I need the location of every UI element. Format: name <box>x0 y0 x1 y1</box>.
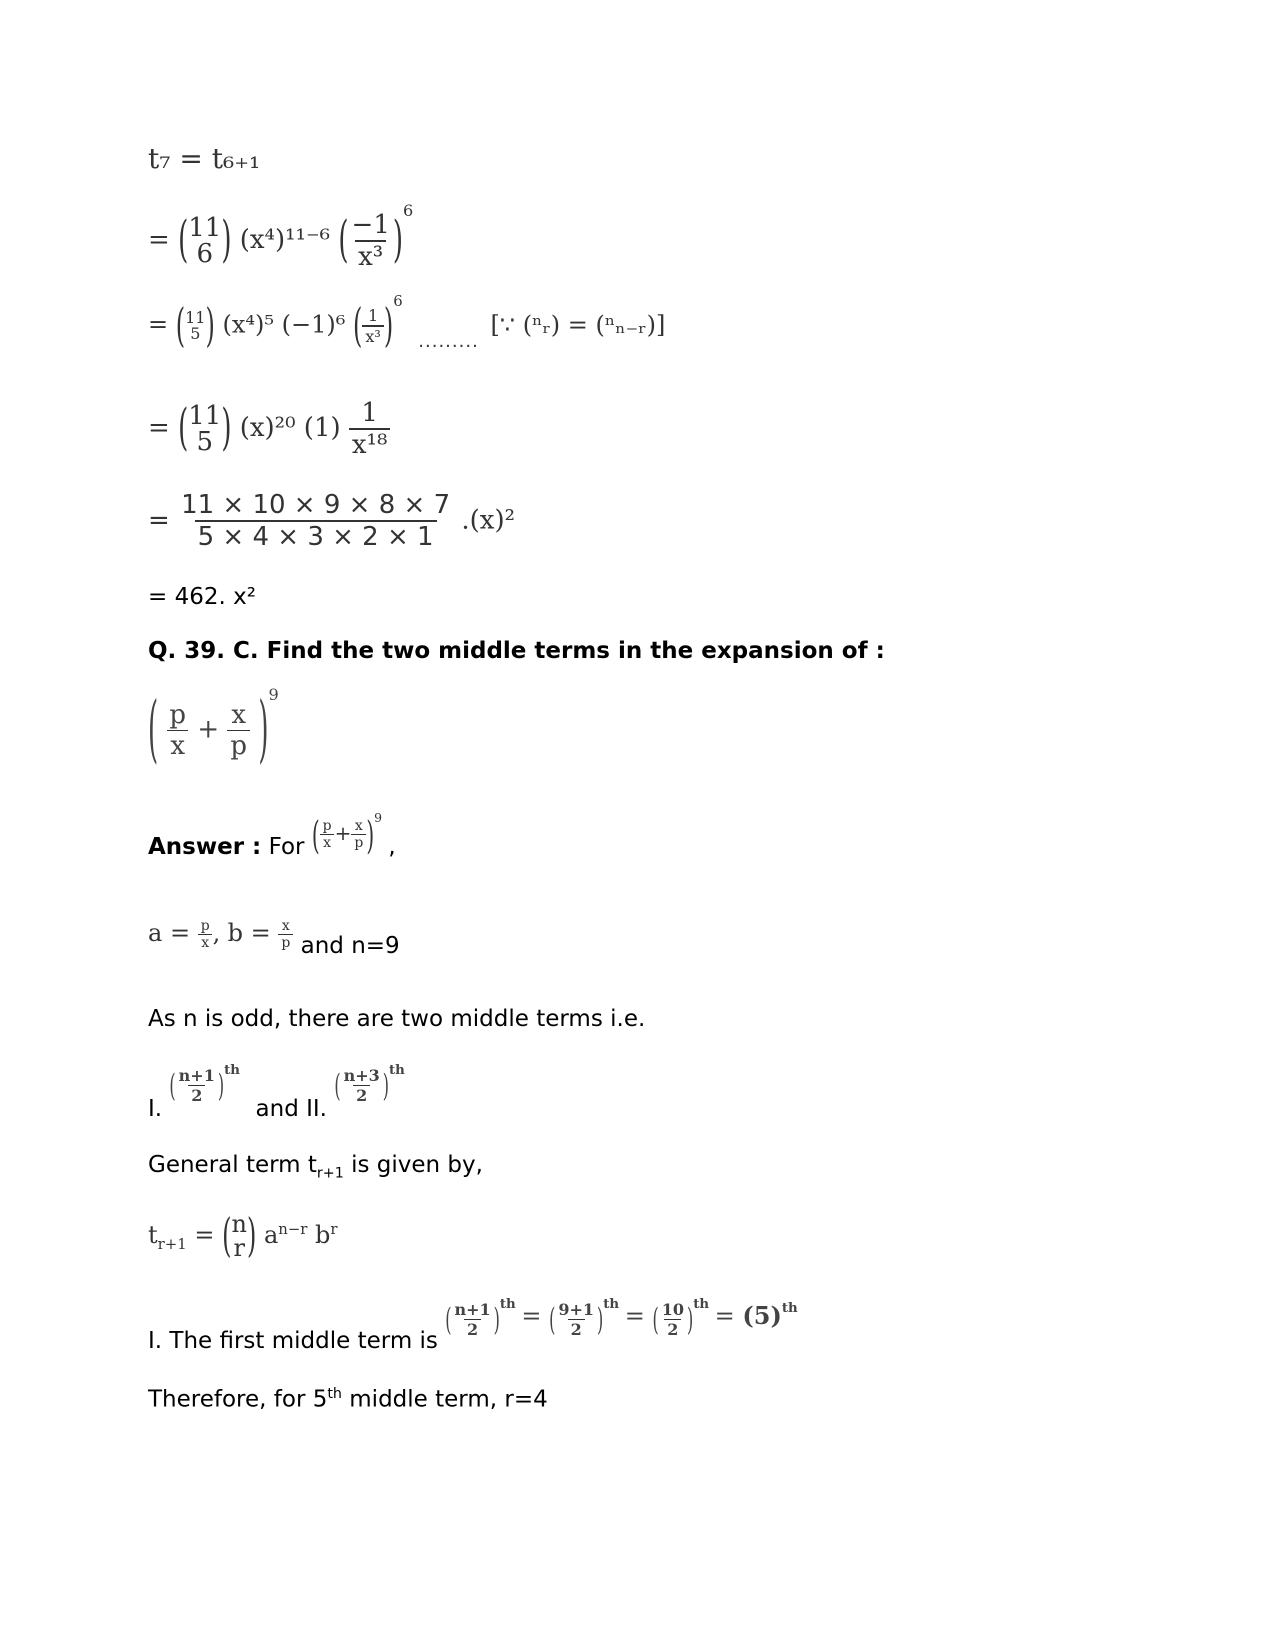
answer-expression: ( $\frac{p}{x}$ + $\frac{x}{p}$ )$^9$ <box>311 810 383 858</box>
therefore-a: Therefore, for 5 <box>148 1386 328 1413</box>
ordinal-suffix: th <box>499 1295 516 1312</box>
eq-t7-text: t₇ = t₆₊₁ <box>148 142 261 175</box>
ab-line <box>148 918 400 959</box>
frac-den: p <box>227 730 250 761</box>
frac-den: 2 <box>188 1085 205 1105</box>
frac-num: n+1 <box>454 1300 491 1319</box>
odd-text: As n is odd, there are two middle terms i.e. <box>148 1006 646 1032</box>
binom-bottom: 6 <box>196 239 214 269</box>
exponent: 6 <box>393 291 403 310</box>
frac-num: 1 <box>368 306 379 325</box>
binom-bottom: 5 <box>190 324 201 343</box>
eq-line-5: = $\frac{11 \times 10 \times 9 \times 8 \times 7}{5 \times 4 \times 3 \times 2 \times 1}$ .(x)² <box>148 490 516 552</box>
binom-top: 11 <box>185 308 206 327</box>
frac-num: p <box>322 818 332 834</box>
frac-num: −1 <box>351 210 390 240</box>
frac-den: x <box>167 730 188 761</box>
binomial-identity-note: [∵ (ⁿᵣ) = (ⁿₙ₋ᵣ)] <box>490 310 666 339</box>
answer-label: Answer : <box>148 834 262 860</box>
frac-den: x³ <box>362 325 383 346</box>
and-ii: and II. <box>255 1096 327 1122</box>
eq-line-2: = ( 11 6 ) (x⁴)¹¹⁻⁶ ( $\frac{-1}{\text{x³}}$ )$^6$ <box>148 201 414 272</box>
ordinal-suffix: th <box>224 1061 240 1078</box>
first-middle-computation: ( $\frac{n+1}{2}$ )$^{th}$ = ( $\frac{9+1}{2}$ )$^{th}$ = ( $\frac{10}{2}$ )$^{th} = (5)^{th}$ <box>445 1295 798 1339</box>
exponent: 9 <box>374 810 383 826</box>
power-term: (x⁴)⁵ (−1)⁶ <box>222 310 346 339</box>
frac-num: p <box>169 700 187 730</box>
n-value: and n=9 <box>300 933 400 959</box>
frac-num: n+1 <box>178 1066 215 1085</box>
answer-for: For <box>268 834 305 860</box>
frac-num: 11 × 10 × 9 × 8 × 7 <box>181 490 451 520</box>
binom-top: 11 <box>188 401 222 431</box>
therefore-sup: th <box>327 1386 342 1402</box>
eq-t7 <box>148 142 260 175</box>
general-text: General term t <box>148 1152 317 1178</box>
middle-terms-line <box>148 1061 405 1122</box>
frac-den: 2 <box>568 1319 585 1339</box>
binom-bottom: 5 <box>196 427 214 457</box>
answer-line <box>148 810 396 865</box>
therefore-b: middle term, r=4 <box>341 1386 548 1413</box>
ordinal-suffix: th <box>781 1299 798 1316</box>
middle-term-1: ( $\frac{n+1}{2}$ )$^{th}$ <box>169 1061 240 1105</box>
therefore-line <box>148 1386 548 1413</box>
result-text: = 462. x² <box>148 584 256 610</box>
power-term: .(x)² <box>461 505 516 536</box>
frac-den: x <box>320 834 334 851</box>
frac-den: x¹⁸ <box>349 428 391 460</box>
odd-line <box>148 1006 645 1032</box>
answer-comma: , <box>388 834 396 860</box>
eq-line-4: = ( 11 5 ) (x)²⁰ (1) $\frac{1}{\text{x¹⁸}}$ <box>148 398 390 460</box>
dots: ......... <box>418 330 479 352</box>
frac-num: n+3 <box>343 1066 380 1085</box>
question-title <box>148 638 885 664</box>
first-middle-text: I. The first middle term is <box>148 1328 438 1354</box>
b-def: b = $\frac{x}{p}$ <box>228 919 294 947</box>
frac-num: 1 <box>361 398 378 428</box>
binom-top: 11 <box>188 213 222 243</box>
frac-num: 10 <box>661 1300 684 1319</box>
power-term: (x)²⁰ (1) <box>239 413 341 443</box>
frac-den: 2 <box>353 1085 370 1105</box>
general-tail: is given by, <box>343 1152 483 1178</box>
frac-den: 2 <box>464 1319 481 1339</box>
question-text: Q. 39. C. Find the two middle terms in the expansion of : <box>148 638 885 664</box>
frac-den: p <box>351 834 366 851</box>
final-term: (5) <box>742 1301 782 1330</box>
general-term-formula: $t_{r+1}$ = ( n r ) $a^{n-r}$ $b^r$ <box>148 1209 338 1263</box>
frac-num: x <box>231 700 247 730</box>
general-sub: r+1 <box>316 1165 344 1182</box>
frac-num: x <box>354 818 363 834</box>
ordinal-suffix: th <box>388 1061 405 1078</box>
exponent: 9 <box>268 684 279 704</box>
eq-result <box>148 584 256 610</box>
exponent: 6 <box>403 201 414 221</box>
frac-den: 2 <box>664 1319 681 1339</box>
eq-line-3: = ( 11 5 ) (x⁴)⁵ (−1)⁶ ( $\frac{1}{\text{x³}}$ )$^6$ $_{.........}$ [∵ (ⁿᵣ) = (ⁿₙ₋ᵣ)] <box>148 291 666 353</box>
first-middle-line <box>148 1295 798 1354</box>
power-term: (x⁴)¹¹⁻⁶ <box>239 225 331 255</box>
question-expression: ( $\frac{p}{x}$ + $\frac{x}{p}$ )$^9$ <box>148 684 279 773</box>
ordinal-suffix: th <box>603 1295 620 1312</box>
frac-num: 9+1 <box>558 1300 594 1319</box>
middle-term-2: ( $\frac{n+3}{2}$ )$^{th}$ <box>334 1061 405 1105</box>
roman-i: I. <box>148 1096 163 1122</box>
general-term-line <box>148 1152 483 1182</box>
ordinal-suffix: th <box>693 1295 710 1312</box>
frac-den: x³ <box>355 240 386 272</box>
a-def: a = $\frac{p}{x}$ , <box>148 918 221 951</box>
frac-den: 5 × 4 × 3 × 2 × 1 <box>195 520 437 552</box>
